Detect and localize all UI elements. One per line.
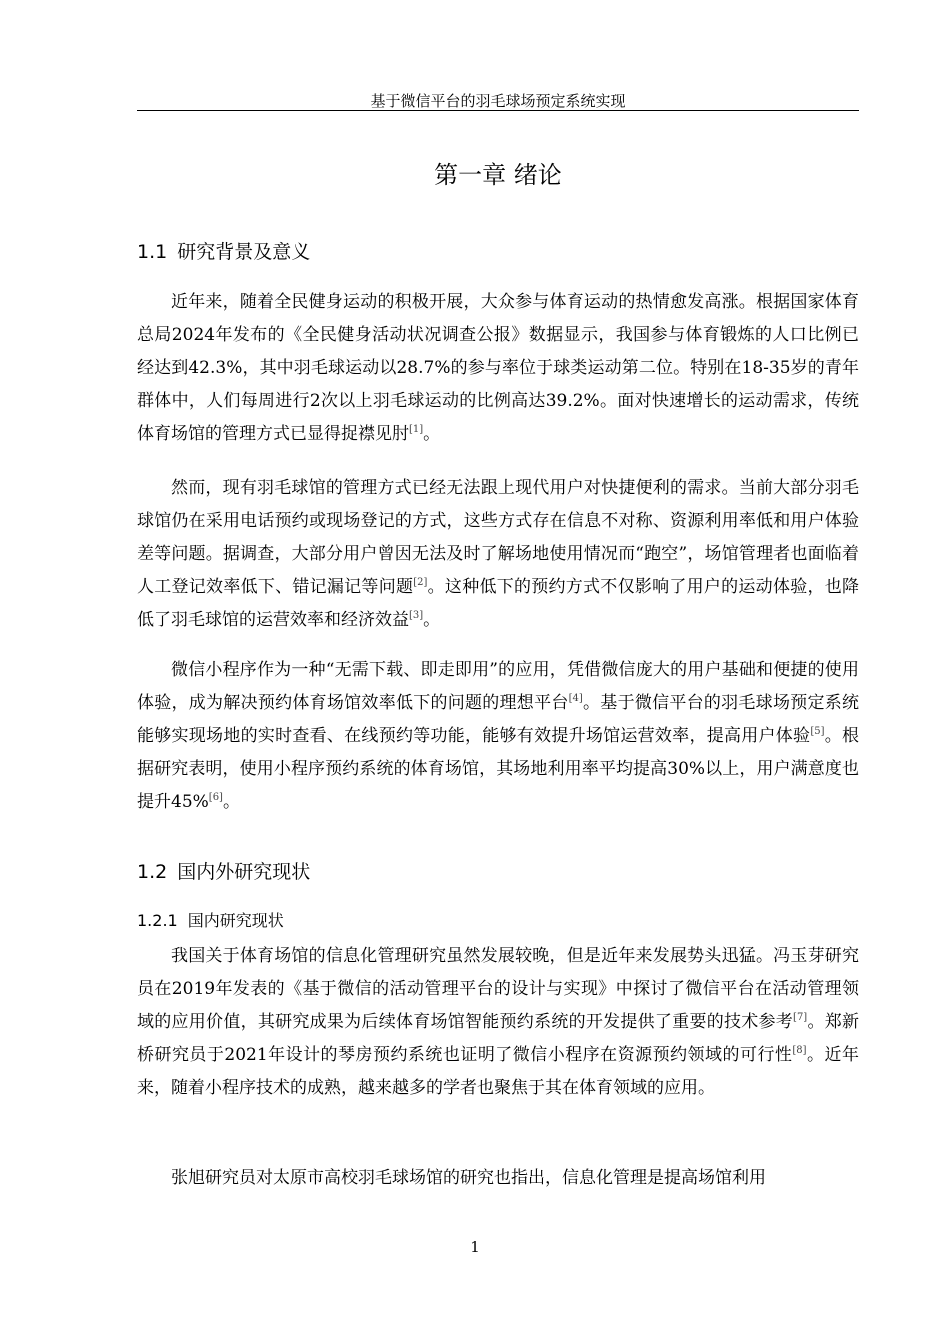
paragraph-text: 。郑新桥研究员于2021年设计的琴房预约系统也证明了微信小程序在资源预约领域的可行性 — [137, 1012, 860, 1065]
section-number: 1.2 — [137, 861, 168, 883]
section-title: 国内外研究现状 — [177, 861, 311, 883]
paragraph-text: 。根据研究表明，使用小程序预约系统的体育场馆，其场地利用率平均提高30%以上，用户满意度也提升45% — [137, 726, 860, 812]
subsection-title: 国内研究现状 — [187, 911, 284, 930]
citation-ref: [2] — [413, 577, 428, 588]
paragraph-text: 。这种低下的预约方式不仅影响了用户的运动体验，也降低了羽毛球馆的运营效率和经济效益 — [137, 577, 860, 630]
page-number: 1 — [470, 1238, 480, 1256]
subsection-heading-1-2-1 — [137, 911, 284, 931]
paragraph-text: 微信小程序作为一种“无需下载、即走即用”的应用，凭借微信庞大的用户基础和便捷的使用体验，成为解决预约体育场馆效率低下的问题的理想平台 — [137, 660, 859, 713]
citation-ref: [6] — [208, 792, 223, 803]
section-number: 1.1 — [137, 241, 168, 263]
chapter-title: 第一章 绪论 — [434, 161, 562, 189]
subsection-number: 1.2.1 — [137, 911, 178, 930]
paragraph-text: 。 — [423, 424, 441, 444]
paragraph-background-2 — [137, 472, 859, 637]
paragraph-background-1 — [137, 286, 859, 451]
paragraph-text: 张旭研究员对太原市高校羽毛球场馆的研究也指出，信息化管理是提高场馆利用 — [171, 1168, 766, 1188]
paragraph-text: 。 — [423, 610, 441, 630]
paragraph-text: 我国关于体育场馆的信息化管理研究虽然发展较晚，但是近年来发展势头迅猛。冯玉芽研究员在2019年发表的《基于微信的活动管理平台的设计与实现》中探讨了微信平台在活动管理领域的应用价值，其研究成果为后续体育场馆智能预约系统的开发提供了重要的技术参考 — [137, 946, 859, 1032]
paragraph-background-3 — [137, 654, 859, 819]
paragraph-text: 近年来，随着全民健身运动的积极开展，大众参与体育运动的热情愈发高涨。根据国家体育总局2024年发布的《全民健身活动状况调查公报》数据显示，我国参与体育锻炼的人口比例已经达到42.3%，其中羽毛球运动以28.7%的参与率位于球类运动第二位。特别在18-35岁的青年群体中，人们每周进行2次以上羽毛球运动的比例高达39.2%。面对快速增长的运动需求，传统体育场馆的管理方式已显得捉襟见肘 — [137, 292, 859, 444]
paragraph-domestic-2 — [137, 1162, 859, 1195]
paragraph-text: 。近年来，随着小程序技术的成熟，越来越多的学者也聚焦于其在体育领域的应用。 — [137, 1045, 860, 1098]
citation-ref: [7] — [793, 1012, 808, 1023]
section-heading-1-2 — [137, 860, 310, 884]
paragraph-text: 然而，现有羽毛球馆的管理方式已经无法跟上现代用户对快捷便利的需求。当前大部分羽毛球馆仍在采用电话预约或现场登记的方式，这些方式存在信息不对称、资源利用率低和用户体验差等问题。据调查，大部分用户曾因无法及时了解场地使用情况而“跑空”，场馆管理者也面临着人工登记效率低下、错记漏记等问题 — [137, 478, 859, 597]
paragraph-text: 。基于微信平台的羽毛球场预定系统能够实现场地的实时查看、在线预约等功能，能够有效提升场馆运营效率，提高用户体验 — [137, 693, 860, 746]
section-heading-1-1 — [137, 240, 310, 264]
paragraph-text: 。 — [222, 792, 240, 812]
citation-ref: [1] — [409, 424, 424, 435]
running-header: 基于微信平台的羽毛球场预定系统实现 — [370, 92, 626, 110]
citation-ref: [5] — [810, 726, 825, 737]
header-rule — [137, 110, 859, 111]
section-title: 研究背景及意义 — [177, 241, 311, 263]
citation-ref: [3] — [409, 610, 424, 621]
paragraph-domestic-1 — [137, 940, 859, 1105]
citation-ref: [8] — [792, 1045, 807, 1056]
citation-ref: [4] — [568, 693, 583, 704]
